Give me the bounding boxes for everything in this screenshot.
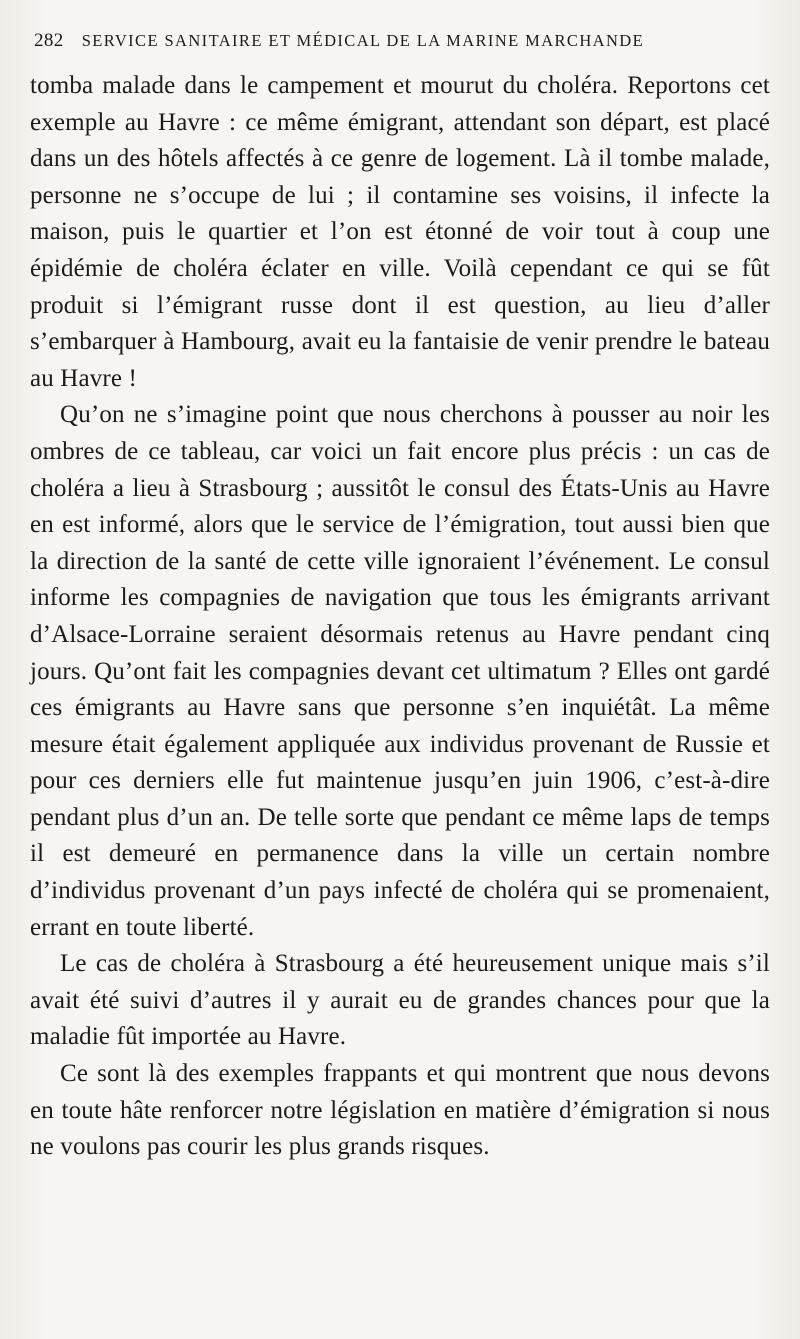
paragraph-unique-case: Le cas de choléra à Strasbourg a été heureusement unique mais s’il avait été suivi d’autres il y aurait eu de grandes chances pour que la maladie fût importée au Havre.	[30, 950, 770, 1051]
running-head	[34, 30, 770, 64]
paragraph-continuation: tomba malade dans le campement et mourut du choléra. Reportons cet exemple au Havre : ce même émigrant, attendant son départ, est placé dans un des hôtels affectés à ce genre de logement. Là il tombe malade, personne ne s’occupe de lui ; il contamine ses voisins, il infecte la maison, puis le quartier et l’on est étonné de voir tout à coup une épidémie de choléra éclater en ville. Voilà cependant ce qui se fût produit si l’émigrant russe dont il est question, au lieu d’aller s’embarquer à Hambourg, avait eu la fantaisie de venir prendre le bateau au Havre !	[30, 72, 770, 392]
running-title: SERVICE SANITAIRE ET MÉDICAL DE LA MARINE MARCHANDE	[81, 31, 645, 50]
page-number: 282	[34, 30, 64, 51]
body-text	[30, 68, 770, 1166]
paragraph-strasbourg-case: Qu’on ne s’imagine point que nous cherchons à pousser au noir les ombres de ce tableau, car voici un fait encore plus précis : un cas de choléra a lieu à Strasbourg ; aussitôt le consul des États-Unis au Havre en est informé, alors que le service de l’émigration, tout aussi bien que la direction de la santé de cette ville ignoraient l’événement. Le consul informe les compagnies de navigation que tous les émigrants arrivant d’Alsace-Lorraine seraient désormais retenus au Havre pendant cinq jours. Qu’ont fait les compagnies devant cet ultimatum ? Elles ont gardé ces émigrants au Havre sans que personne s’en inquiétât. La même mesure était également appliquée aux individus provenant de Russie et pour ces derniers elle fut maintenue jusqu’en juin 1906, c’est-à-dire pendant plus d’un an. De telle sorte que pendant ce même laps de temps il est demeuré en permanence dans la ville un certain nombre d’individus provenant d’un pays infecté de choléra qui se promenaient, errant en toute liberté.	[30, 401, 770, 941]
paragraph-conclusion: Ce sont là des exemples frappants et qui montrent que nous devons en toute hâte renforcer notre législation en matière d’émigration si nous ne voulons pas courir les plus grands risques.	[30, 1060, 770, 1161]
